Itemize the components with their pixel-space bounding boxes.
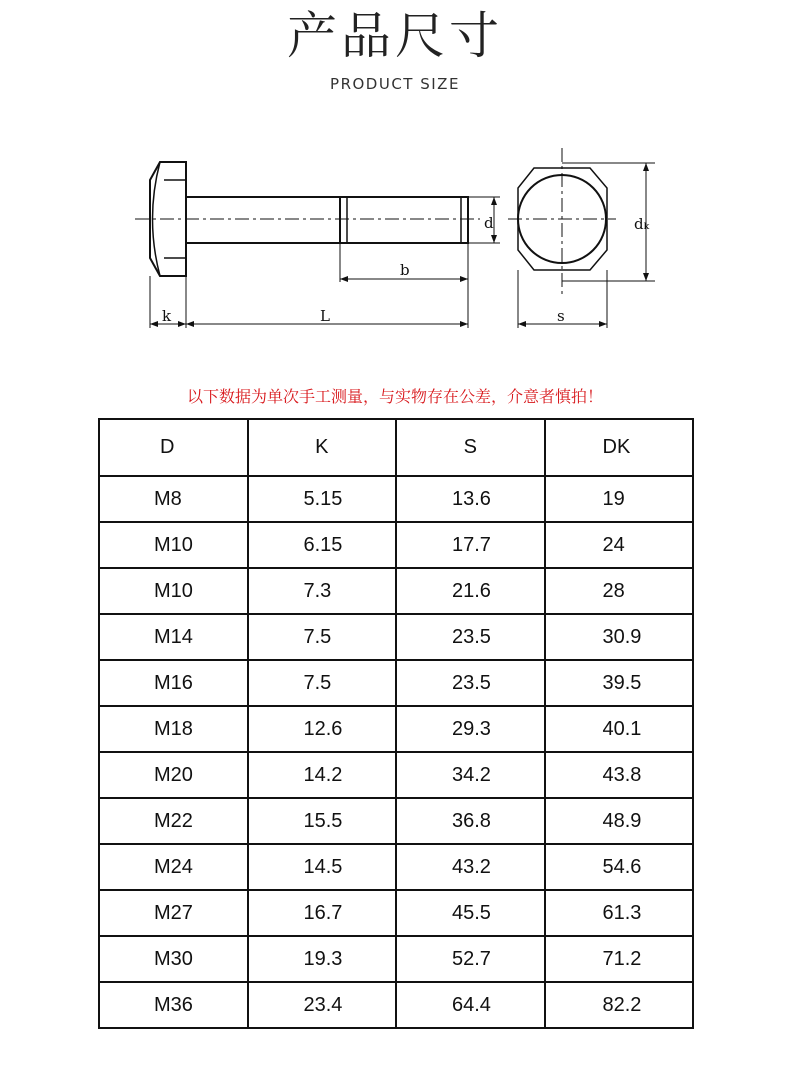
measurement-notice: 以下数据为单次手工测量，与实物存在公差，介意者慎拍！ — [186, 387, 603, 406]
cell-k: 14.2 — [248, 752, 397, 798]
page-subtitle: PRODUCT SIZE — [330, 75, 460, 93]
cell-k: 5.15 — [248, 476, 397, 522]
cell-k: 6.15 — [248, 522, 397, 568]
bolt-dimension-diagram — [0, 130, 790, 350]
cell-dk: 39.5 — [545, 660, 694, 706]
cell-k: 14.5 — [248, 844, 397, 890]
cell-dk: 19 — [545, 476, 694, 522]
cell-k: 7.5 — [248, 614, 397, 660]
cell-dk: 24 — [545, 522, 694, 568]
cell-d: M14 — [99, 614, 248, 660]
cell-d: M20 — [99, 752, 248, 798]
cell-s: 21.6 — [396, 568, 545, 614]
cell-k: 16.7 — [248, 890, 397, 936]
cell-d: M22 — [99, 798, 248, 844]
label-d: d — [484, 214, 494, 232]
header-k: K — [248, 419, 397, 476]
cell-dk: 28 — [545, 568, 694, 614]
cell-d: M18 — [99, 706, 248, 752]
cell-d: M16 — [99, 660, 248, 706]
table-row — [99, 844, 693, 890]
cell-k: 15.5 — [248, 798, 397, 844]
cell-d: M8 — [99, 476, 248, 522]
cell-s: 34.2 — [396, 752, 545, 798]
table-row — [99, 752, 693, 798]
cell-s: 17.7 — [396, 522, 545, 568]
cell-dk: 40.1 — [545, 706, 694, 752]
cell-dk: 48.9 — [545, 798, 694, 844]
cell-dk: 61.3 — [545, 890, 694, 936]
size-table — [98, 418, 694, 1029]
cell-d: M30 — [99, 936, 248, 982]
label-dk: dₖ — [634, 215, 650, 233]
cell-dk: 82.2 — [545, 982, 694, 1028]
cell-k: 7.3 — [248, 568, 397, 614]
table-row — [99, 568, 693, 614]
cell-d: M10 — [99, 568, 248, 614]
table-header-row — [99, 419, 693, 476]
cell-k: 7.5 — [248, 660, 397, 706]
cell-s: 52.7 — [396, 936, 545, 982]
cell-k: 23.4 — [248, 982, 397, 1028]
cell-k: 12.6 — [248, 706, 397, 752]
cell-s: 43.2 — [396, 844, 545, 890]
table-row — [99, 706, 693, 752]
cell-s: 45.5 — [396, 890, 545, 936]
table-body — [99, 476, 693, 1028]
cell-dk: 54.6 — [545, 844, 694, 890]
table-row — [99, 936, 693, 982]
header-s: S — [396, 419, 545, 476]
cell-s: 36.8 — [396, 798, 545, 844]
label-b: b — [400, 261, 410, 279]
table-row — [99, 890, 693, 936]
page-title: 产品尺寸 — [287, 7, 503, 65]
cell-s: 23.5 — [396, 614, 545, 660]
label-s: s — [557, 307, 565, 325]
table-row — [99, 982, 693, 1028]
cell-k: 19.3 — [248, 936, 397, 982]
label-k: k — [162, 307, 172, 325]
cell-dk: 71.2 — [545, 936, 694, 982]
table-row — [99, 614, 693, 660]
bolt-shank — [186, 197, 340, 243]
cell-d: M24 — [99, 844, 248, 890]
header-dk: DK — [545, 419, 694, 476]
cell-d: M10 — [99, 522, 248, 568]
header-d: D — [99, 419, 248, 476]
cell-s: 29.3 — [396, 706, 545, 752]
label-L: L — [320, 307, 330, 325]
table-row — [99, 522, 693, 568]
cell-s: 23.5 — [396, 660, 545, 706]
cell-d: M36 — [99, 982, 248, 1028]
table-row — [99, 476, 693, 522]
bolt-thread — [340, 197, 468, 243]
table-row — [99, 798, 693, 844]
cell-dk: 30.9 — [545, 614, 694, 660]
cell-s: 64.4 — [396, 982, 545, 1028]
cell-s: 13.6 — [396, 476, 545, 522]
cell-dk: 43.8 — [545, 752, 694, 798]
table-row — [99, 660, 693, 706]
cell-d: M27 — [99, 890, 248, 936]
